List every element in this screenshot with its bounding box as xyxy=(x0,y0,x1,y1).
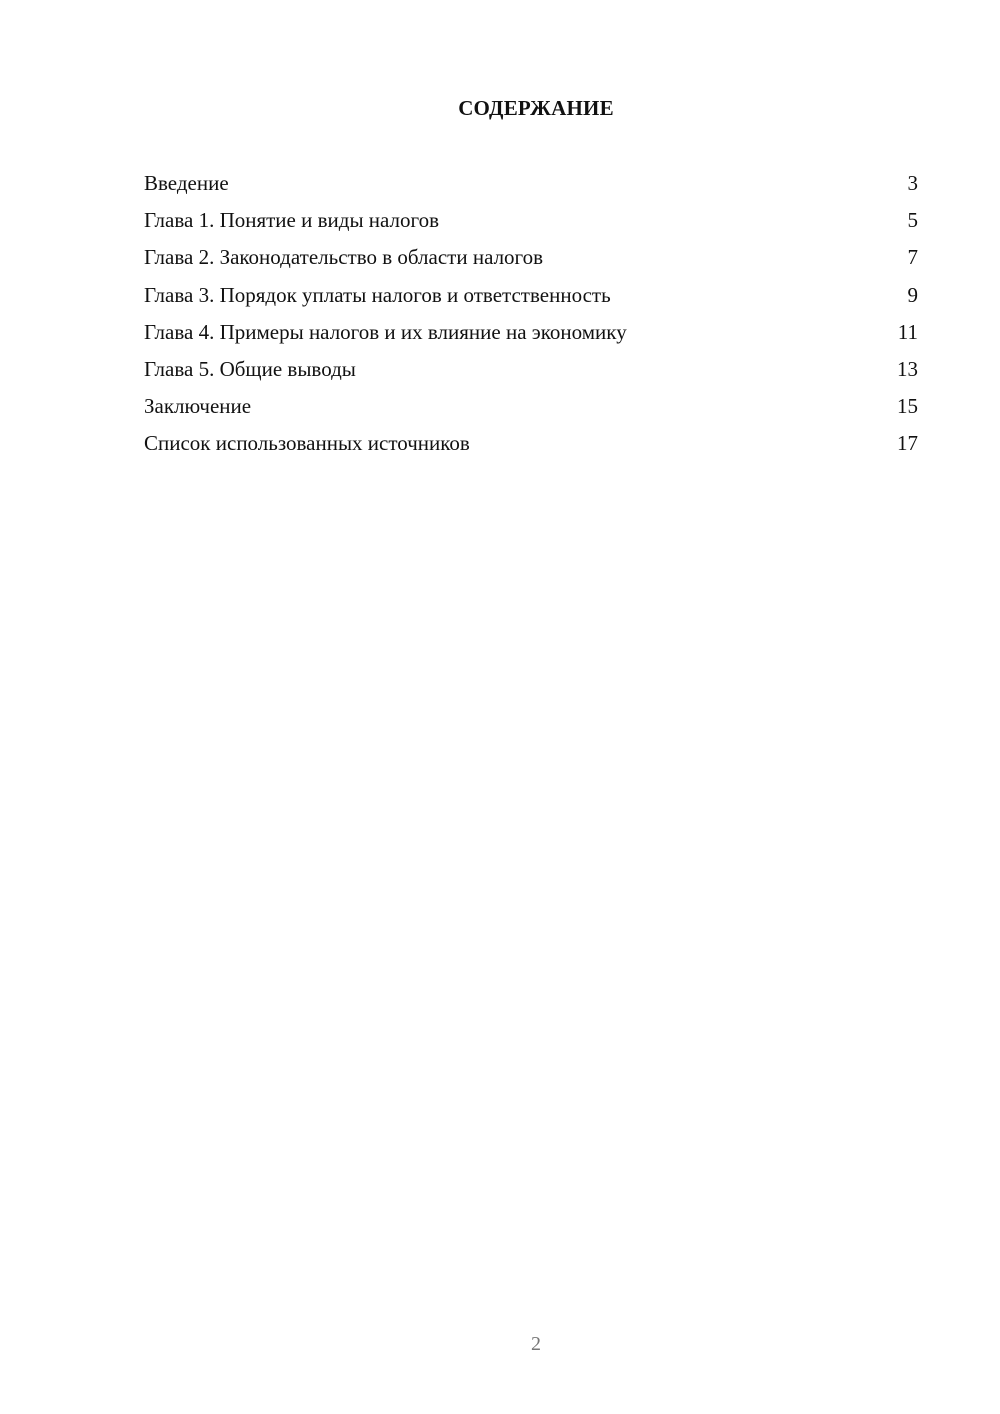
toc-entry-chapter-3[interactable] xyxy=(144,280,918,317)
toc-entry-conclusion[interactable] xyxy=(144,391,918,428)
toc-entry-page-number: 15 xyxy=(897,394,918,419)
toc-entry-chapter-4[interactable] xyxy=(144,317,918,354)
toc-title: СОДЕРЖАНИЕ xyxy=(458,96,614,120)
toc-entry-references[interactable] xyxy=(144,428,918,465)
toc-entry-label: Глава 3. Порядок уплаты налогов и ответственность xyxy=(144,282,611,307)
toc-entry-label: Введение xyxy=(144,171,229,195)
toc-entry-chapter-1[interactable] xyxy=(144,205,918,242)
toc-entry-label: Глава 1. Понятие и виды налогов xyxy=(144,208,440,233)
toc-entry-page-number: 13 xyxy=(897,356,918,381)
toc-entry-label: Глава 5. Общие выводы xyxy=(144,356,356,381)
toc-entry-chapter-2[interactable] xyxy=(144,242,918,279)
toc-entry-page-number: 5 xyxy=(907,208,918,233)
toc-entry-label: Список использованных источников xyxy=(144,431,470,456)
toc-entry-page-number: 9 xyxy=(907,282,918,307)
toc-list xyxy=(144,168,918,466)
toc-entry-introduction[interactable] xyxy=(144,168,918,205)
toc-entry-page-number: 7 xyxy=(907,245,918,270)
toc-entry-page-number: 3 xyxy=(907,171,918,195)
page-number: 2 xyxy=(531,1333,541,1355)
toc-entry-page-number: 17 xyxy=(897,431,918,456)
toc-entry-label: Глава 4. Примеры налогов и их влияние на экономику xyxy=(144,319,627,344)
toc-entry-chapter-5[interactable] xyxy=(144,354,918,391)
toc-entry-label: Глава 2. Законодательство в области налогов xyxy=(144,245,544,270)
toc-entry-label: Заключение xyxy=(144,394,252,419)
toc-entry-page-number: 11 xyxy=(897,319,918,344)
